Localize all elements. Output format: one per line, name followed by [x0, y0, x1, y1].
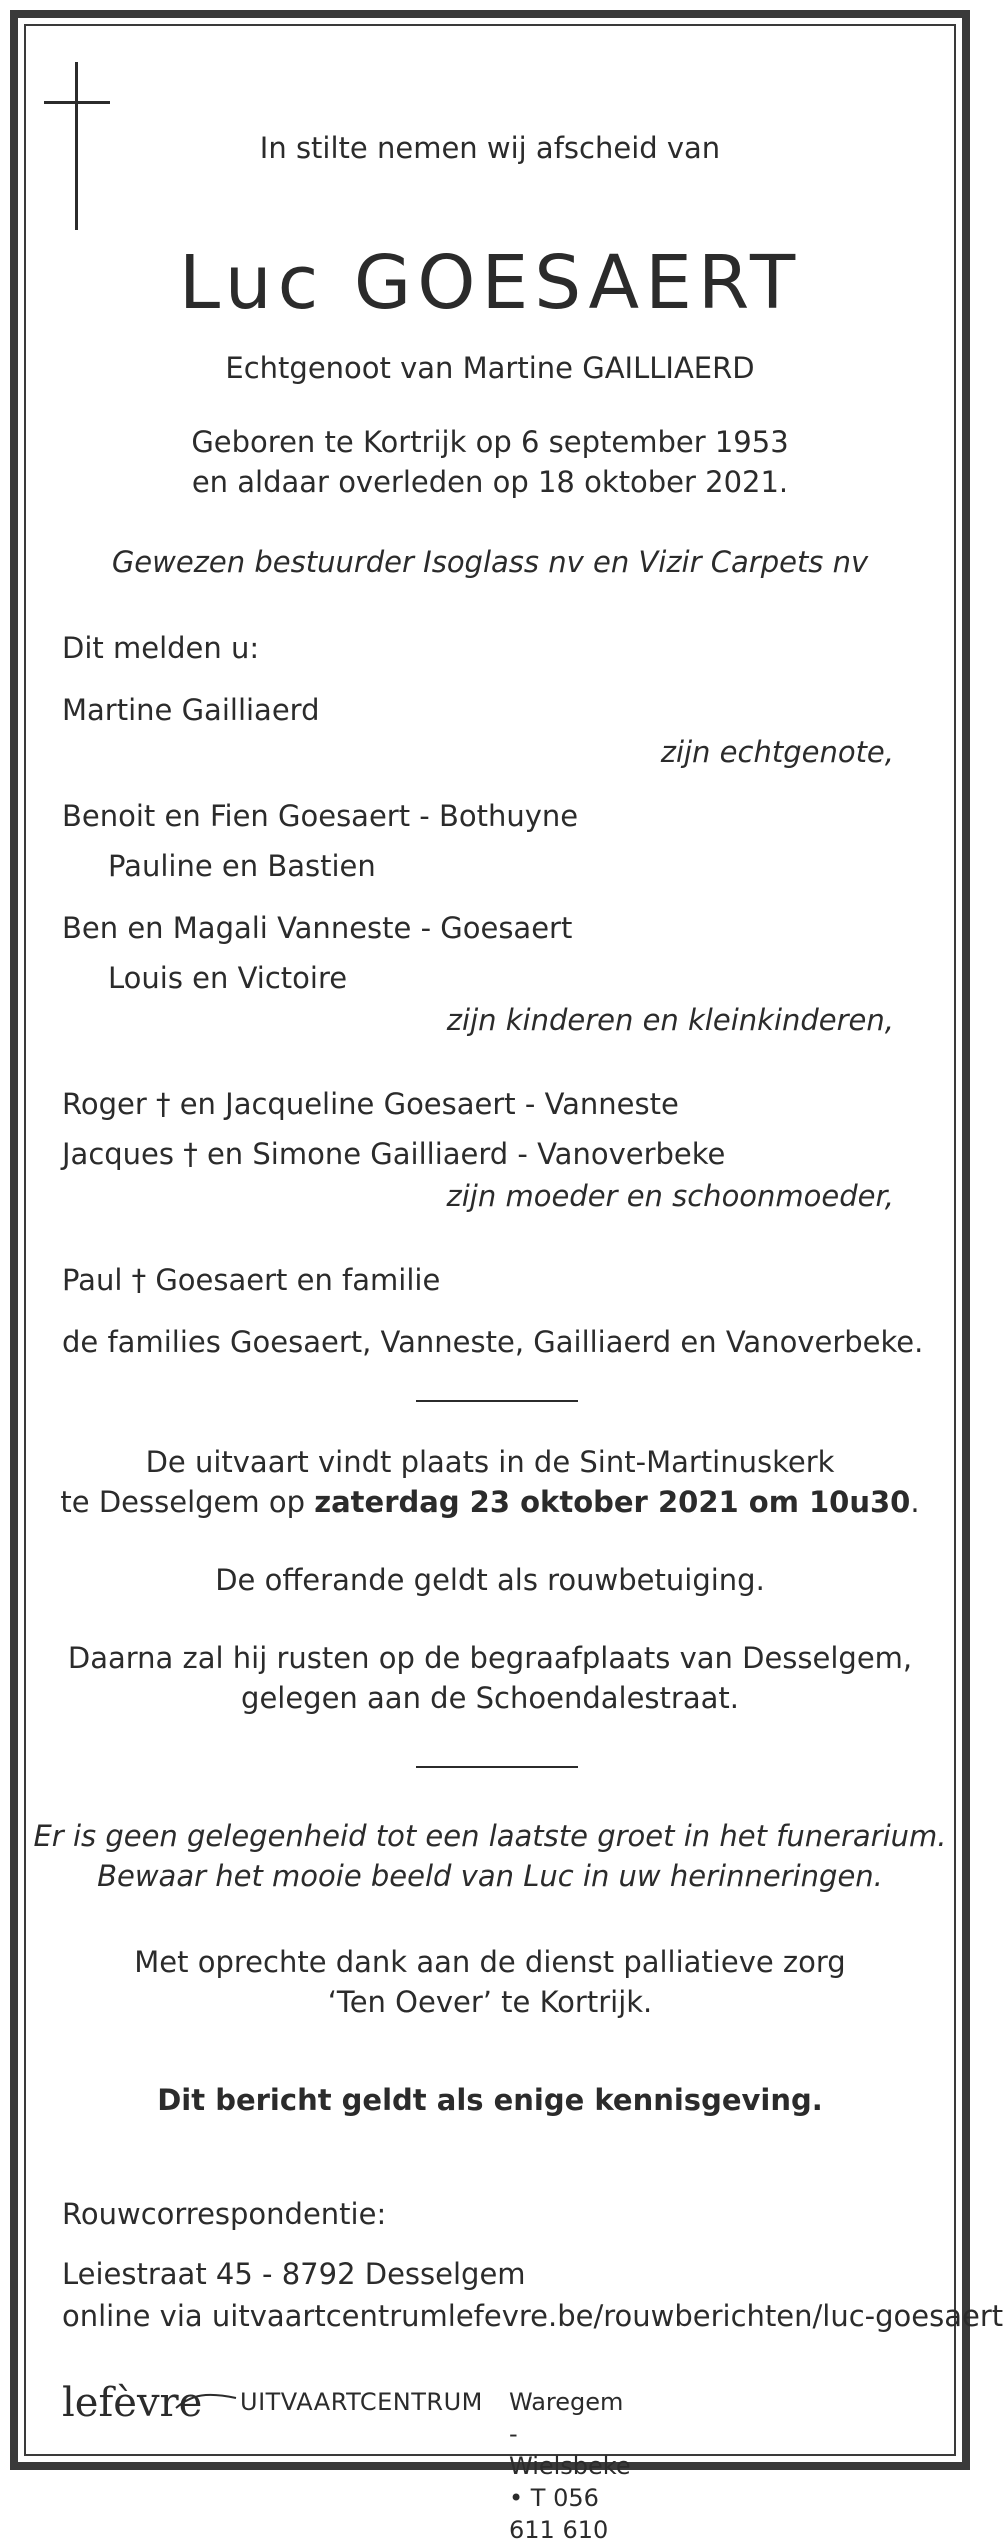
correspondence-online: online via uitvaartcentrumlefevre.be/rouwberichten/luc-goesaert — [62, 2299, 1003, 2333]
funeral-datetime: zaterdag 23 oktober 2021 om 10u30 — [314, 1485, 911, 1519]
funeral-line2-prefix: te Desselgem op — [60, 1485, 315, 1519]
grandchildren1-line: Pauline en Bastien — [108, 849, 376, 883]
funeral-line2-suffix: . — [910, 1485, 920, 1519]
deceased-name: Luc GOESAERT — [178, 240, 802, 326]
occupation-line: Gewezen bestuurder Isoglass nv en Vizir Carpets nv — [111, 545, 869, 579]
correspondence-address: Leiestraat 45 - 8792 Desselgem — [62, 2257, 526, 2291]
intro-text: In stilte nemen wij afscheid van — [259, 131, 721, 165]
child2-line: Ben en Magali Vanneste - Goesaert — [62, 911, 573, 945]
parents2-line: Jacques † en Simone Gailliaerd - Vanoverbeke — [62, 1137, 726, 1171]
thanks-line2: ‘Ten Oever’ te Kortrijk. — [327, 1985, 653, 2019]
divider-1 — [416, 1400, 578, 1402]
death-line: en aldaar overleden op 18 oktober 2021. — [191, 465, 789, 499]
funeral-line2 — [26, 1482, 954, 1522]
parents-relation: zijn moeder en schoonmoeder, — [446, 1179, 894, 1213]
other-family1: Paul † Goesaert en familie — [62, 1263, 441, 1297]
birth-line: Geboren te Kortrijk op 6 september 1953 — [191, 425, 789, 459]
spouse-relation: zijn echtgenote, — [660, 735, 894, 769]
logo-swoosh-icon — [174, 2390, 238, 2414]
note-line2: Bewaar het mooie beeld van Luc in uw herinneringen. — [97, 1859, 883, 1893]
cross-icon-horizontal — [44, 101, 110, 104]
children-relation: zijn kinderen en kleinkinderen, — [446, 1003, 894, 1037]
child1-line: Benoit en Fien Goesaert - Bothuyne — [62, 799, 579, 833]
spouse-line: Echtgenoot van Martine GAILLIAERD — [225, 351, 755, 385]
footer-brand: UITVAARTCENTRUM — [240, 2388, 483, 2416]
other-family2: de families Goesaert, Vanneste, Gailliaerd en Vanoverbeke. — [62, 1325, 924, 1359]
funeral-line1: De uitvaart vindt plaats in de Sint-Martinuskerk — [145, 1445, 835, 1479]
grandchildren2-line: Louis en Victoire — [108, 961, 348, 995]
inner-border — [24, 24, 1003, 2544]
thanks-line1: Met oprechte dank aan de dienst palliatieve zorg — [134, 1945, 846, 1979]
spouse-name: Martine Gailliaerd — [62, 693, 320, 727]
notice-line: Dit bericht geldt als enige kennisgeving. — [157, 2083, 823, 2117]
burial-line2: gelegen aan de Schoendalestraat. — [241, 1681, 739, 1715]
correspondence-label: Rouwcorrespondentie: — [62, 2197, 387, 2231]
footer-contact: Waregem - Wielsbeke • T 056 611 610 — [509, 2388, 631, 2544]
note-line1: Er is geen gelegenheid tot een laatste groet in het funerarium. — [33, 1819, 947, 1853]
parents1-line: Roger † en Jacqueline Goesaert - Vanneste — [62, 1087, 679, 1121]
lefevre-logo: lefèvre — [62, 2380, 203, 2426]
outer-border — [10, 10, 1003, 2544]
divider-2 — [416, 1766, 578, 1768]
family-intro: Dit melden u: — [62, 631, 260, 665]
offering-line: De offerande geldt als rouwbetuiging. — [215, 1563, 765, 1597]
burial-line1: Daarna zal hij rusten op de begraafplaats van Desselgem, — [67, 1641, 913, 1675]
